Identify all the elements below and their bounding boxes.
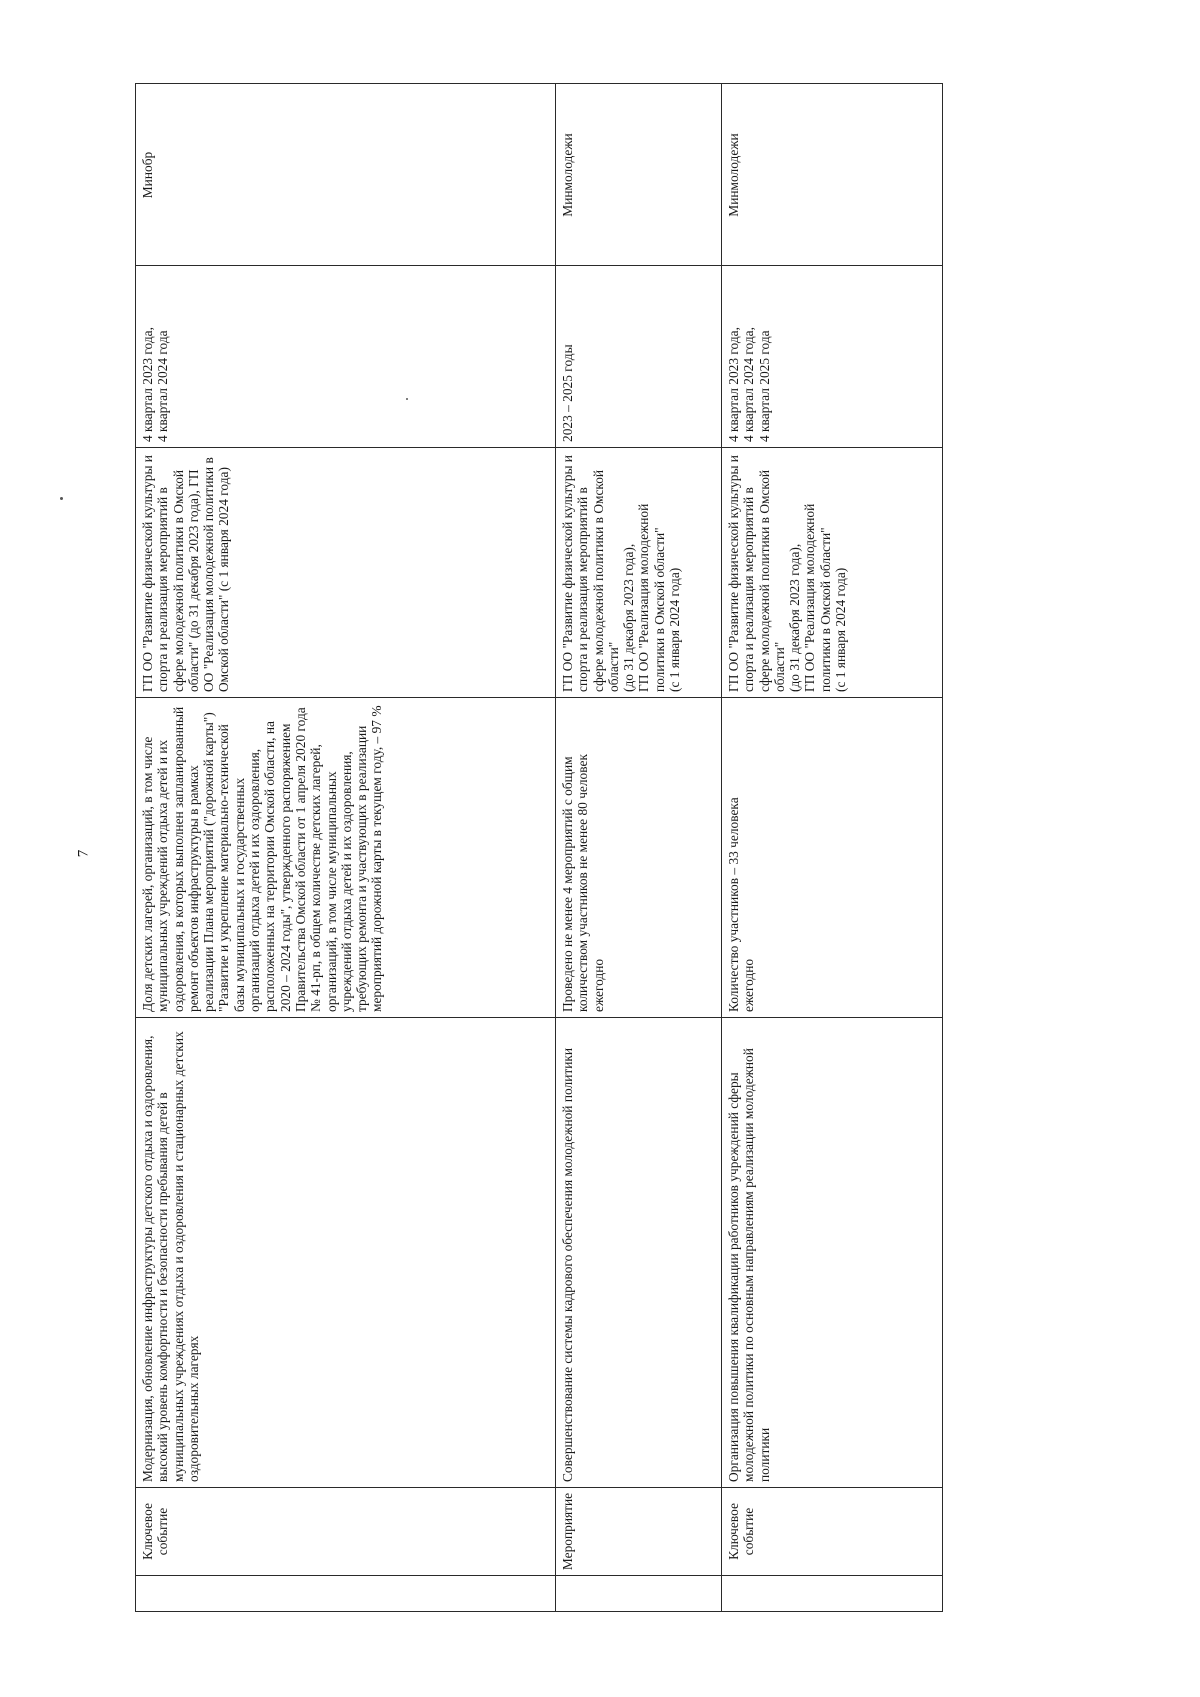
plan-table [135, 84, 942, 1612]
event-name-cell: Совершенствование системы кадрового обеспечения молодежной политики [556, 1018, 722, 1488]
program-cell: ГП ОО "Развитие физической культуры и спорта и реализация мероприятий в сфере молодежной политики в Омской области" (до 31 декабря 2023 года), ГП ОО "Реализация молодежной политики в Омской области" (с 1 января 2024 года) [556, 448, 722, 698]
indicator-cell: Доля детских лагерей, организаций, в том числе муниципальных учреждений отдыха детей и их оздоровления, в которых выполнен запланированный ремонт объектов инфраструктуры в рамках реализации Плана мероприятий ("дорожной карты") "Развитие и укрепление материально-технической базы муниципальных и государственных организаций отдыха детей и их оздоровления, расположенных на территории Омской области, на 2020 – 2024 годы", утвержденного распоряжением Правительства Омской области от 1 апреля 2020 года № 41-рп, в общем количестве детских лагерей, организаций, в том числе муниципальных учреждений отдыха детей и их оздоровления, требующих ремонта и участвующих в реализации мероприятий дорожной карты в текущем году, – 97 % [136, 698, 556, 1018]
table-row [136, 84, 556, 1612]
responsible-cell: Минмолодежи [722, 84, 943, 266]
event-name-cell: Модернизация, обновление инфраструктуры детского отдыха и оздоровления, высокий уровень комфортности и безопасности пребывания детей в муниципальных учреждениях отдыха и оздоровления и стационарных детских оздоровительных лагерях [136, 1018, 556, 1488]
row-number-cell [556, 1576, 722, 1612]
row-number-cell [136, 1576, 556, 1612]
deadline-cell: 4 квартал 2023 года, 4 квартал 2024 года, 4 квартал 2025 года [722, 266, 943, 448]
event-type-cell: Мероприятие [556, 1488, 722, 1576]
event-name-cell: Организация повышения квалификации работников учреждений сферы молодежной политики по основным направлениям реализации молодежной политики [722, 1018, 943, 1488]
responsible-cell: Минмолодежи [556, 84, 722, 266]
table-row [722, 84, 943, 1612]
program-cell: ГП ОО "Развитие физической культуры и спорта и реализация мероприятий в сфере молодежной политики в Омской области" (до 31 декабря 2023 года), ГП ОО "Реализация молодежной политики в Омской области" (с 1 января 2024 года) [722, 448, 943, 698]
event-type-cell: Ключевое событие [722, 1488, 943, 1576]
row-number-cell [722, 1576, 943, 1612]
indicator-cell: Количество участников – 33 человека ежегодно [722, 698, 943, 1018]
program-cell: ГП ОО "Развитие физической культуры и спорта и реализация мероприятий в сфере молодежной политики в Омской области" (до 31 декабря 2023 года), ГП ОО "Реализация молодежной политики в Омской области" (с 1 января 2024 года) [136, 448, 556, 698]
event-type-cell: Ключевое событие [136, 1488, 556, 1576]
indicator-cell: Проведено не менее 4 мероприятий с общим количеством участников не менее 80 человек ежегодно [556, 698, 722, 1018]
scan-speck [60, 497, 63, 500]
table-row [556, 84, 722, 1612]
responsible-cell: Минобр [136, 84, 556, 266]
page-number: 7 [75, 849, 92, 858]
deadline-cell: 4 квартал 2023 года, 4 квартал 2024 года [136, 266, 556, 448]
deadline-cell: 2023 – 2025 годы [556, 266, 722, 448]
